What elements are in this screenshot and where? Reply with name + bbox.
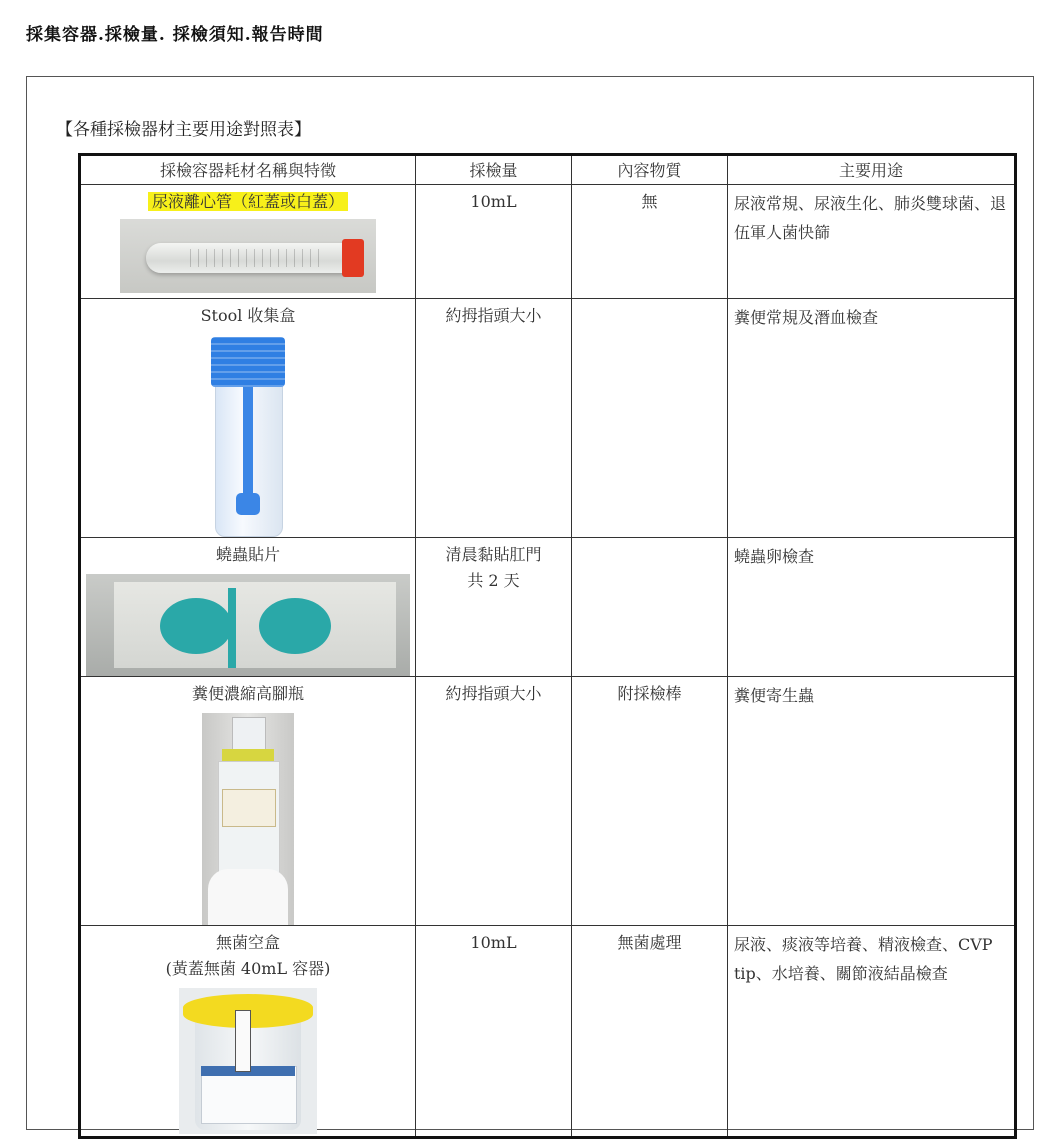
name-text: 糞便濃縮高腳瓶: [191, 684, 304, 703]
header-use: 主要用途: [728, 155, 1016, 185]
specimen-table: [78, 153, 1017, 1139]
amount-text-line2: 共 2 天: [467, 571, 520, 590]
cell-amount: [416, 538, 572, 677]
amount-text: 約拇指頭大小: [445, 684, 542, 703]
cell-amount: [416, 299, 572, 538]
table-row: [80, 926, 1016, 1138]
content-text: 附採檢棒: [617, 684, 682, 703]
pinworm-patch-image: [86, 574, 410, 676]
amount-text-line1: 清晨黏貼肛門: [445, 545, 542, 564]
cell-use: 糞便寄生蟲: [728, 677, 1016, 926]
cell-name: [80, 185, 416, 299]
header-name: 採檢容器耗材名稱與特徵: [80, 155, 416, 185]
urine-tube-image: [120, 219, 376, 293]
amount-text: 10mL: [470, 192, 517, 211]
table-row: [80, 299, 1016, 538]
name-text-line2: (黃蓋無菌 40mL 容器): [165, 959, 331, 978]
cell-amount: [416, 677, 572, 926]
header-content: 內容物質: [572, 155, 728, 185]
cell-content: [572, 299, 728, 538]
table-row: [80, 538, 1016, 677]
page-heading: 採集容器.採檢量. 採檢須知.報告時間: [26, 25, 324, 45]
concentration-bottle-image: [202, 713, 294, 925]
cell-content: [572, 677, 728, 926]
cell-content: [572, 926, 728, 1138]
stool-box-image: [203, 337, 293, 537]
cell-name: [80, 299, 416, 538]
cell-content: [572, 185, 728, 299]
header-amount: 採檢量: [416, 155, 572, 185]
cell-amount: [416, 926, 572, 1138]
cell-use: 尿液常規、尿液生化、肺炎雙球菌、退伍軍人菌快篩: [728, 185, 1016, 299]
table-row: [80, 677, 1016, 926]
amount-text: 10mL: [470, 933, 517, 952]
cell-use: 蟯蟲卵檢查: [728, 538, 1016, 677]
content-text: 無菌處理: [617, 933, 682, 952]
cell-use: 糞便常規及潛血檢查: [728, 299, 1016, 538]
sterile-container-image: [179, 988, 317, 1134]
name-text: 蟯蟲貼片: [215, 545, 280, 564]
amount-text: 約拇指頭大小: [445, 306, 542, 325]
cell-use: 尿液、痰液等培養、精液檢查、CVP tip、水培養、關節液結晶檢查: [728, 926, 1016, 1138]
table-header-row: [80, 155, 1016, 185]
table-title: 【各種採檢器材主要用途對照表】: [56, 120, 311, 140]
cell-content: [572, 538, 728, 677]
content-text: 無: [641, 192, 658, 211]
cell-name: [80, 538, 416, 677]
table-row: [80, 185, 1016, 299]
cell-name: [80, 677, 416, 926]
highlighted-name: 尿液離心管（紅蓋或白蓋）: [148, 192, 348, 211]
cell-amount: [416, 185, 572, 299]
name-text-line1: 無菌空盒: [215, 933, 280, 952]
name-text: Stool 收集盒: [200, 306, 296, 325]
cell-name: [80, 926, 416, 1138]
